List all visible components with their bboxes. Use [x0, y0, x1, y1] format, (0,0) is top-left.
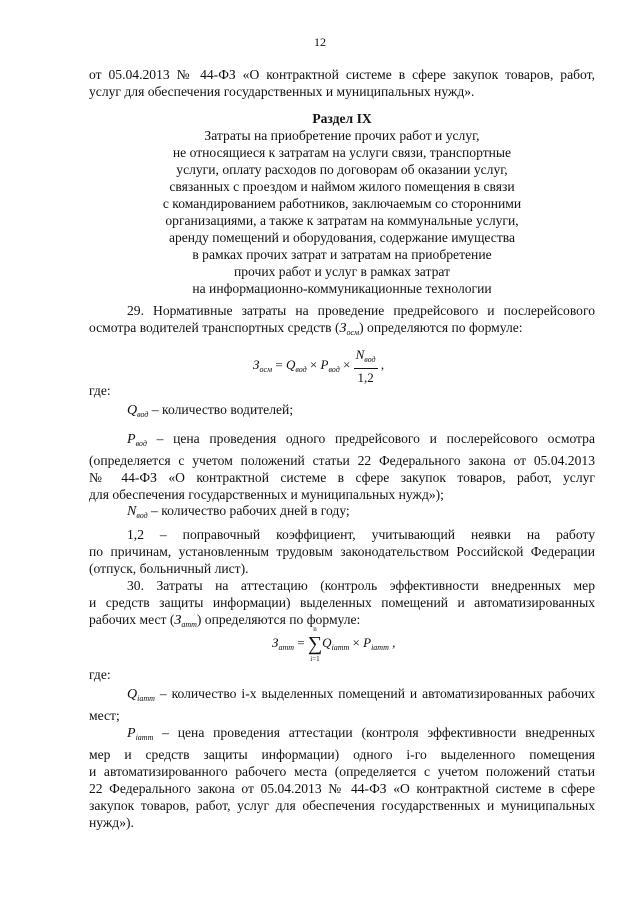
page-number: 12 — [314, 35, 326, 49]
section-subtitle-line: на информационно-коммуникационные технологии — [192, 281, 492, 296]
section-subtitle-line: Затраты на приобретение прочих работ и услуг, — [204, 128, 480, 143]
symbol-q-vod: $Q_{вод}$ — [127, 403, 149, 419]
fraction: $\frac{N_{вод}}{1,2}$ — [355, 347, 376, 385]
def-coefficient: 1,2 – поправочный коэффициент, учитывающий неявки на работу по причинам, установленным трудовым законодательством Российской Федерации (отпуск, больничный лист). — [89, 527, 595, 576]
section-subtitle-line: аренду помещений и оборудования, содержание имущества — [168, 230, 516, 245]
section-subtitle-line: в рамках прочих затрат и затратам на приобретение — [192, 247, 492, 262]
symbol-n-vod: $N_{вод}$ — [127, 504, 148, 520]
section-subtitle-line: организациями, а также к затратам на коммунальные услуги, — [165, 213, 519, 228]
sum-sign: n ∑ i=1 — [307, 625, 323, 663]
symbol-q-att: $Q_{iатт}$ — [127, 687, 155, 703]
section-subtitle-line: услуги, оплату расходов по договорам об оказании услуг, — [176, 162, 508, 177]
symbol-p-vod: $P_{вод}$ — [127, 432, 147, 448]
section-subtitle-line: с командированием работников, заключаемым со сторонними — [162, 196, 522, 211]
section-subtitle-line: не относящиеся к затратам на услуги связи, транспортные — [172, 145, 512, 160]
where-label: где: — [89, 383, 111, 398]
p29-line: 29. Нормативные затраты на проведение предрейсового и послерейсового — [127, 303, 595, 318]
p29-line: осмотра водителей транспортных средств $(З_{осм})$ определяются по формуле: — [89, 320, 523, 337]
where-label: где: — [89, 667, 111, 682]
paragraph-29 — [89, 302, 595, 341]
section-heading — [89, 110, 595, 297]
def-n-vod: $N_{вод}$ – количество рабочих дней в году; — [127, 503, 350, 520]
section-title: Раздел IX — [312, 111, 372, 126]
def-q-att: $Q_{iатт}$ – количество i-х выделенных помещений и автоматизированных рабочих мест; — [89, 686, 595, 723]
def-p-att: $P_{iатт}$ – цена проведения аттестации (контроля эффективности внедренных мер и средств защиты информации) одного i-го выделенного помещения и автоматизированного рабочего места (определяется с учетом положений статьи 22 Федерального закона от 05.04.2013 № 44-ФЗ «О контрактной системе в сфере закупок товаров, работ, услуг для обеспечения государственных и муниципальных нужд»). — [89, 725, 595, 830]
formula-attestation-cost: $З_{атт}$ = n ∑ i=1 $Q_{iатт} \times P_{iатт}$ , — [272, 625, 396, 663]
intro-paragraph — [89, 66, 595, 100]
symbol-z-osm: $З_{осм}$ — [339, 321, 360, 337]
def-q-vod: $Q_{вод}$ – количество водителей; — [127, 402, 294, 419]
symbol-z-att: $З_{атт}$ — [174, 613, 197, 629]
intro-line: услуг для обеспечения государственных и муниципальных нужд». — [89, 84, 475, 99]
section-subtitle-line: связанных с проездом и наймом жилого помещения в связи — [169, 179, 515, 194]
symbol-p-att: $P_{iатт}$ — [127, 726, 154, 742]
paragraph-30: 30. Затраты на аттестацию (контроль эффективности внедренных мер и средств защиты информации) выделенных помещений и автоматизированных рабочих мест $(З_{атт})$ определяются по формуле: — [89, 578, 595, 629]
def-p-vod: $P_{вод}$ – цена проведения одного предрейсового и послерейсового осмотра (определяется с учетом положений статьи 22 Федерального закона от 05.04.2013 № 44-ФЗ «О контрактной системе в сфере закупок товаров, работ, услуг для обеспечения государственных и муниципальных нужд»); — [89, 431, 595, 502]
formula-inspection-cost: $З_{осм} = Q_{вод} \times P_{вод}$ × $\frac{N_{вод}}{1,2}$ , — [253, 347, 385, 385]
intro-line: от 05.04.2013 № 44-ФЗ «О контрактной системе в сфере закупок товаров, работ, — [89, 67, 595, 82]
section-subtitle-line: прочих работ и услуг в рамках затрат — [233, 264, 451, 279]
